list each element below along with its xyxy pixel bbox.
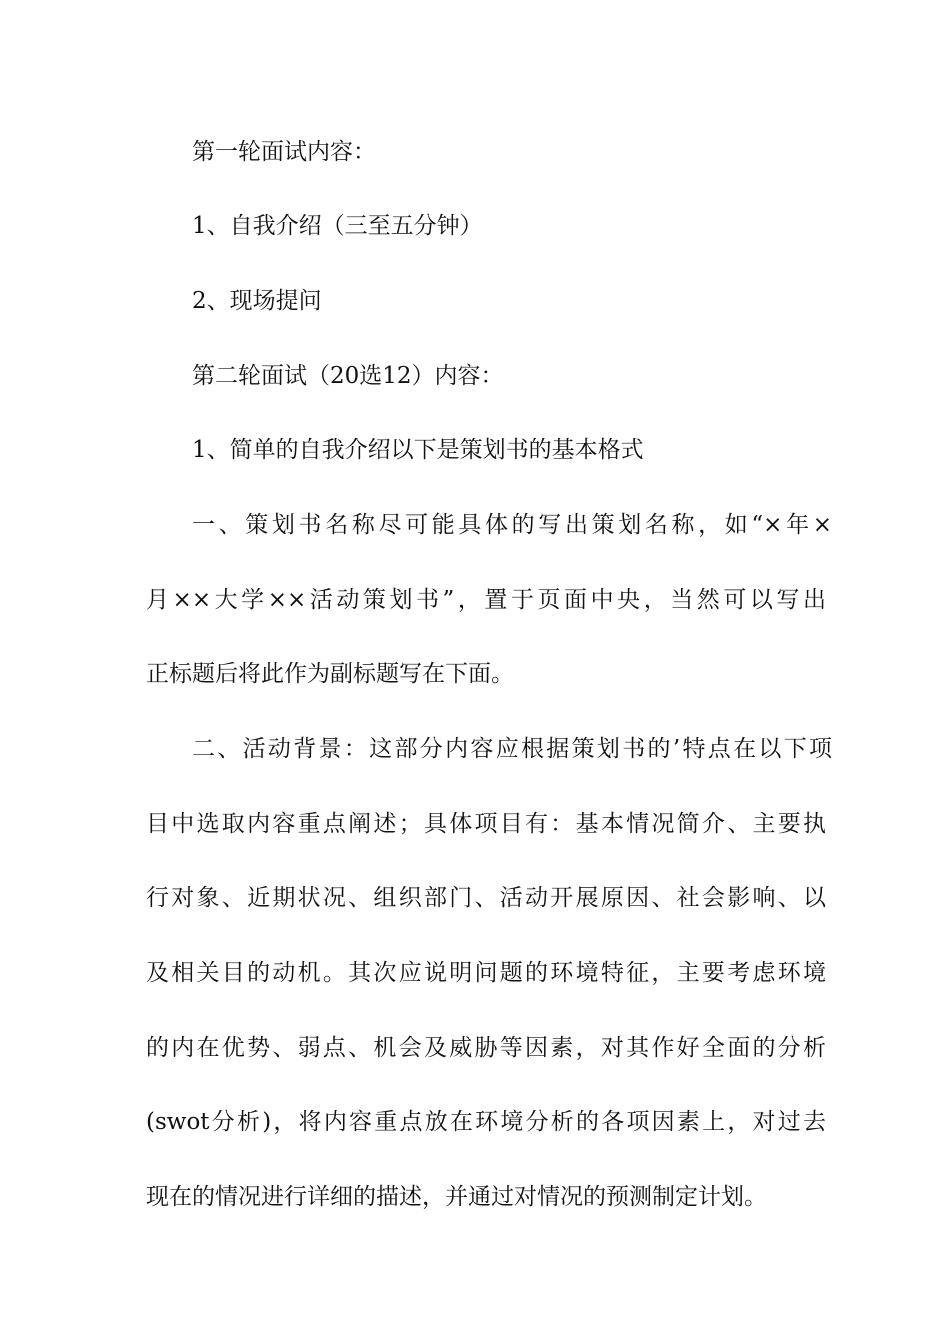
heading-second-round: 第二轮面试（20选12）内容：	[192, 363, 504, 389]
paragraph-plan-name-line-2: 月××大学××活动策划书”，置于页面中央，当然可以写出	[146, 587, 826, 613]
item-self-introduction: 1、自我介绍（三至五分钟）	[192, 213, 483, 239]
paragraph-plan-name-line-1: 一、策划书名称尽可能具体的写出策划名称，如“×年×	[192, 512, 832, 538]
item-brief-introduction: 1、简单的自我介绍以下是策划书的基本格式	[192, 437, 644, 463]
paragraph-background-line-3: 行对象、近期状况、组织部门、活动开展原因、社会影响、以	[146, 885, 826, 911]
heading-first-round: 第一轮面试内容：	[192, 139, 376, 165]
paragraph-background-line-1: 二、活动背景：这部分内容应根据策划书的’特点在以下项	[192, 736, 832, 762]
paragraph-background-line-5: 的内在优势、弱点、机会及威胁等因素，对其作好全面的分析	[146, 1035, 826, 1061]
paragraph-background-line-4: 及相关目的动机。其次应说明问题的环境特征，主要考虑环境	[146, 960, 826, 986]
paragraph-background-line-2: 目中选取内容重点阐述；具体项目有：基本情况简介、主要执	[146, 811, 826, 837]
item-onsite-questions: 2、现场提问	[192, 288, 322, 314]
paragraph-background-line-6: (swot分析)，将内容重点放在环境分析的各项因素上，对过去	[146, 1109, 826, 1135]
paragraph-background-line-7: 现在的情况进行详细的描述，并通过对情况的预测制定计划。	[146, 1184, 767, 1210]
paragraph-plan-name-line-3: 正标题后将此作为副标题写在下面。	[146, 661, 514, 687]
